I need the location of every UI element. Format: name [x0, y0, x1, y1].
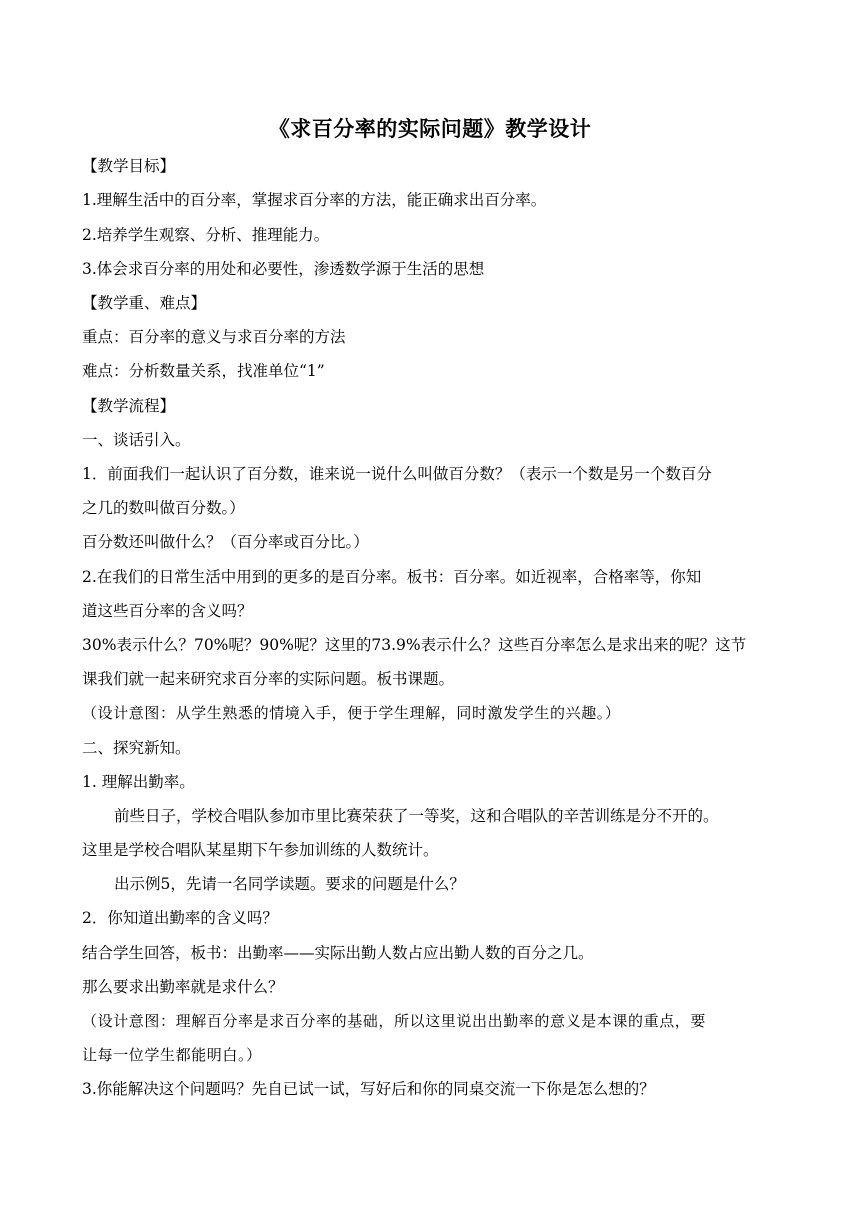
design-note: （设计意图：理解百分率是求百分率的基础，所以这里说出出勤率的意义是本课的重点，要: [82, 1012, 707, 1030]
paragraph-line: 1．前面我们一起认识了百分数，谁来说一说什么叫做百分数？（表示一个数是另一个数百分: [82, 465, 712, 483]
paragraph-line: 3.你能解决这个问题吗？先自已试一试，写好后和你的同桌交流一下你是怎么想的？: [82, 1080, 655, 1098]
paragraph-line: 1.理解生活中的百分率，掌握求百分率的方法，能正确求出百分率。: [82, 191, 547, 209]
paragraph-line: 一、谈话引入。: [82, 431, 191, 449]
section-heading-key-points: 【教学重、难点】: [82, 294, 207, 312]
paragraph-line: 前些日子，学校合唱队参加市里比赛荣获了一等奖，这和合唱队的辛苦训练是分不开的。: [114, 807, 719, 825]
paragraph-line: 重点：百分率的意义与求百分率的方法: [82, 328, 346, 346]
section-heading-process: 【教学流程】: [82, 397, 176, 415]
paragraph-line: 出示例5，先请一名同学读题。要求的问题是什么？: [114, 875, 465, 893]
paragraph-line: 2．你知道出勤率的含义吗？: [82, 909, 278, 927]
paragraph-line: 道这些百分率的含义吗？: [82, 602, 253, 620]
paragraph-line: 1. 理解出勤率。: [82, 773, 195, 791]
paragraph-line: 百分数还叫做什么？（百分率或百分比。）: [82, 533, 369, 551]
paragraph-line: 2.培养学生观察、分析、推理能力。: [82, 226, 330, 244]
paragraph-line: 那么要求出勤率就是求什么？: [82, 978, 284, 996]
section-heading-objectives: 【教学目标】: [82, 157, 176, 175]
paragraph-line: 难点：分析数量关系，找准单位“1”: [82, 362, 325, 380]
document-title: 《求百分率的实际问题》教学设计: [268, 116, 592, 141]
paragraph-line: 课我们就一起来研究求百分率的实际问题。板书课题。: [82, 670, 455, 688]
paragraph-line: 30%表示什么？70%呢？90%呢？这里的73.9%表示什么？这些百分率怎么是求出来的呢？这节: [82, 636, 747, 654]
paragraph-line: 结合学生回答，板书：出勤率——实际出勤人数占应出勤人数的百分之几。: [82, 944, 594, 962]
paragraph-line: 二、探究新知。: [82, 739, 191, 757]
design-note: （设计意图：从学生熟悉的情境入手，便于学生理解，同时激发学生的兴趣。）: [82, 704, 621, 722]
paragraph-line: 这里是学校合唱队某星期下午参加训练的人数统计。: [82, 841, 439, 859]
paragraph-line: 3.体会求百分率的用处和必要性，渗透数学源于生活的思想: [82, 260, 485, 278]
design-note: 让每一位学生都能明白。）: [82, 1046, 262, 1064]
paragraph-line: 之几的数叫做百分数。）: [82, 499, 245, 517]
paragraph-line: 2.在我们的日常生活中用到的更多的是百分率。板书：百分率。如近视率，合格率等，你知: [82, 568, 702, 586]
